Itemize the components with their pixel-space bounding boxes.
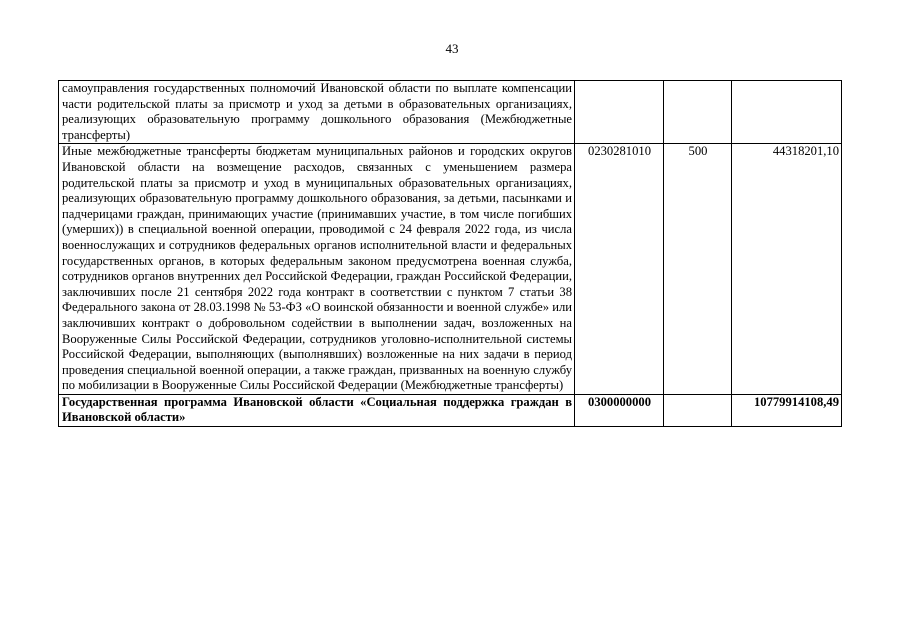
row-amount: 10779914108,49 [732,394,842,426]
row-target-code [575,81,664,144]
row-description: Иные межбюджетные трансферты бюджетам муниципальных районов и городских округов Ивановской области на возмещение расходов, связанных с уменьшением размера родительской платы за присмотр и уход в муниципальных образовательных организациях, реализующих образовательную программу дошкольного образования, за детьми, пасынками и падчерицами граждан, принимающих участие (принимавших участие, в том числе погибших (умерших)) в специальной военной операции, проводимой с 24 февраля 2022 года, из числа военнослужащих и сотрудников федеральных органов исполнительной власти и федеральных государственных органов, в которых федеральным законом предусмотрена военная служба, сотрудников органов внутренних дел Российской Федерации, граждан Российской Федерации, заключивших после 21 сентября 2022 года контракт в соответствии с пунктом 7 статьи 38 Федерального закона от 28.03.1998 № 53-ФЗ «О воинской обязанности и военной службе» или заключивших контракт о добровольном содействии в выполнении задач, возложенных на Вооруженные Силы Российской Федерации, сотрудников уголовно-исполнительной системы Российской Федерации, выполняющих (выполнявших) возложенные на них задачи в период проведения специальной военной операции, а также граждан, призванных на военную службу по мобилизации в Вооруженные Силы Российской Федерации (Межбюджетные трансферты) [59,144,575,395]
row-description: Государственная программа Ивановской области «Социальная поддержка граждан в Ивановской области» [59,394,575,426]
row-expense-type [664,394,732,426]
table-row-program-total [59,394,842,426]
row-expense-type: 500 [664,144,732,395]
row-amount [732,81,842,144]
row-amount: 44318201,10 [732,144,842,395]
budget-table [58,80,842,427]
row-target-code: 0230281010 [575,144,664,395]
row-target-code: 0300000000 [575,394,664,426]
table-row [59,144,842,395]
row-description: самоуправления государственных полномочий Ивановской области по выплате компенсации части родительской платы за присмотр и уход за детьми в образовательных организациях, реализующих образовательную программу дошкольного образования (Межбюджетные трансферты) [59,81,575,144]
row-expense-type [664,81,732,144]
page-number: 43 [445,41,459,56]
table-row [59,81,842,144]
